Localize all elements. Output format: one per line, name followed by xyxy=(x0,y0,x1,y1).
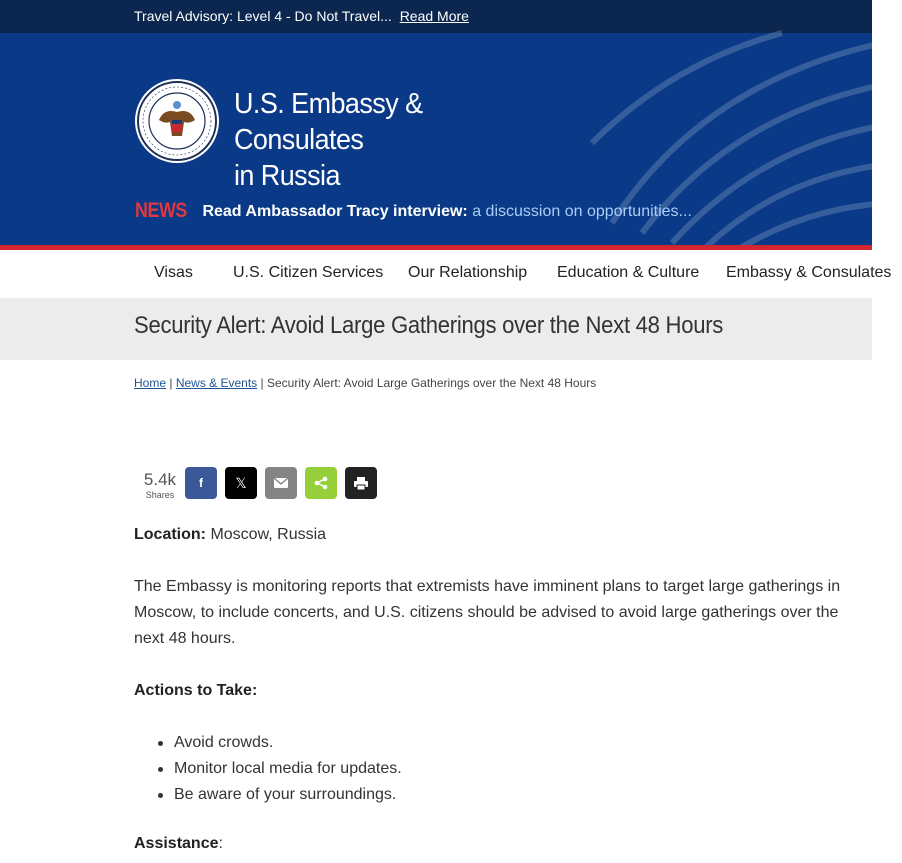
assistance-heading xyxy=(134,831,223,857)
advisory-text: Travel Advisory: Level 4 - Do Not Travel... xyxy=(134,8,392,24)
share-icon xyxy=(314,476,328,490)
facebook-icon: f xyxy=(199,476,203,490)
location-label: Location: xyxy=(134,526,206,543)
share-count-label: Shares xyxy=(145,490,175,500)
facebook-share-button[interactable] xyxy=(185,467,217,499)
location-value: Moscow, Russia xyxy=(206,526,327,543)
site-header xyxy=(0,33,872,246)
news-headline[interactable]: Read Ambassador Tracy interview: xyxy=(202,203,468,220)
alert-paragraph: The Embassy is monitoring reports that extremists have imminent plans to target large gatherings in Moscow, to include concerts, and U.S. citizens should be advised to avoid large gatherings over the next 48 hours. xyxy=(134,578,841,647)
email-share-button[interactable] xyxy=(265,467,297,499)
share-count-number: 5.4k xyxy=(143,470,177,489)
breadcrumb-news-events[interactable]: News & Events xyxy=(175,376,258,390)
news-link[interactable]: a discussion on opportunities... xyxy=(472,203,692,220)
actions-heading xyxy=(134,678,257,704)
sharethis-share-button[interactable] xyxy=(305,467,337,499)
page-title-band xyxy=(0,298,872,360)
actions-heading-text: Actions to Take: xyxy=(134,682,258,699)
nav-item-our-relationship[interactable]: Our Relationship xyxy=(408,264,528,281)
nav-item-us-citizen-services[interactable]: U.S. Citizen Services xyxy=(233,264,384,281)
assistance-colon: : xyxy=(218,835,223,852)
breadcrumb-separator: | xyxy=(257,376,267,390)
site-title-line2: in Russia xyxy=(234,160,340,192)
x-icon: 𝕏 xyxy=(235,474,247,491)
print-icon xyxy=(354,477,368,490)
breadcrumb xyxy=(134,376,596,390)
assistance-heading-text: Assistance xyxy=(134,835,219,852)
department-of-state-seal[interactable] xyxy=(134,78,220,164)
print-button[interactable] xyxy=(345,467,377,499)
list-item: Avoid crowds. xyxy=(134,730,402,756)
site-title-line1: U.S. Embassy & Consulates xyxy=(234,88,423,156)
location-line xyxy=(134,522,326,548)
list-item: Monitor local media for updates. xyxy=(134,756,402,782)
x-share-button[interactable] xyxy=(225,467,257,499)
actions-list xyxy=(134,730,402,808)
email-icon xyxy=(274,478,288,488)
main-nav xyxy=(0,250,892,298)
nav-item-visas[interactable]: Visas xyxy=(154,264,193,281)
breadcrumb-home[interactable]: Home xyxy=(134,376,167,390)
advisory-read-more-link[interactable]: Read More xyxy=(399,8,469,24)
breadcrumb-separator: | xyxy=(166,376,176,390)
breadcrumb-current: Security Alert: Avoid Large Gatherings over the Next 48 Hours xyxy=(266,376,597,390)
share-count xyxy=(140,470,180,500)
news-ticker xyxy=(135,199,692,224)
page-title: Security Alert: Avoid Large Gatherings over the Next 48 Hours xyxy=(134,312,724,339)
news-tag: NEWS xyxy=(135,199,187,222)
site-title[interactable] xyxy=(234,86,541,194)
nav-item-education-culture[interactable]: Education & Culture xyxy=(557,264,700,281)
list-item: Be aware of your surroundings. xyxy=(134,782,402,808)
nav-item-embassy-consulates[interactable]: Embassy & Consulates xyxy=(726,264,892,281)
